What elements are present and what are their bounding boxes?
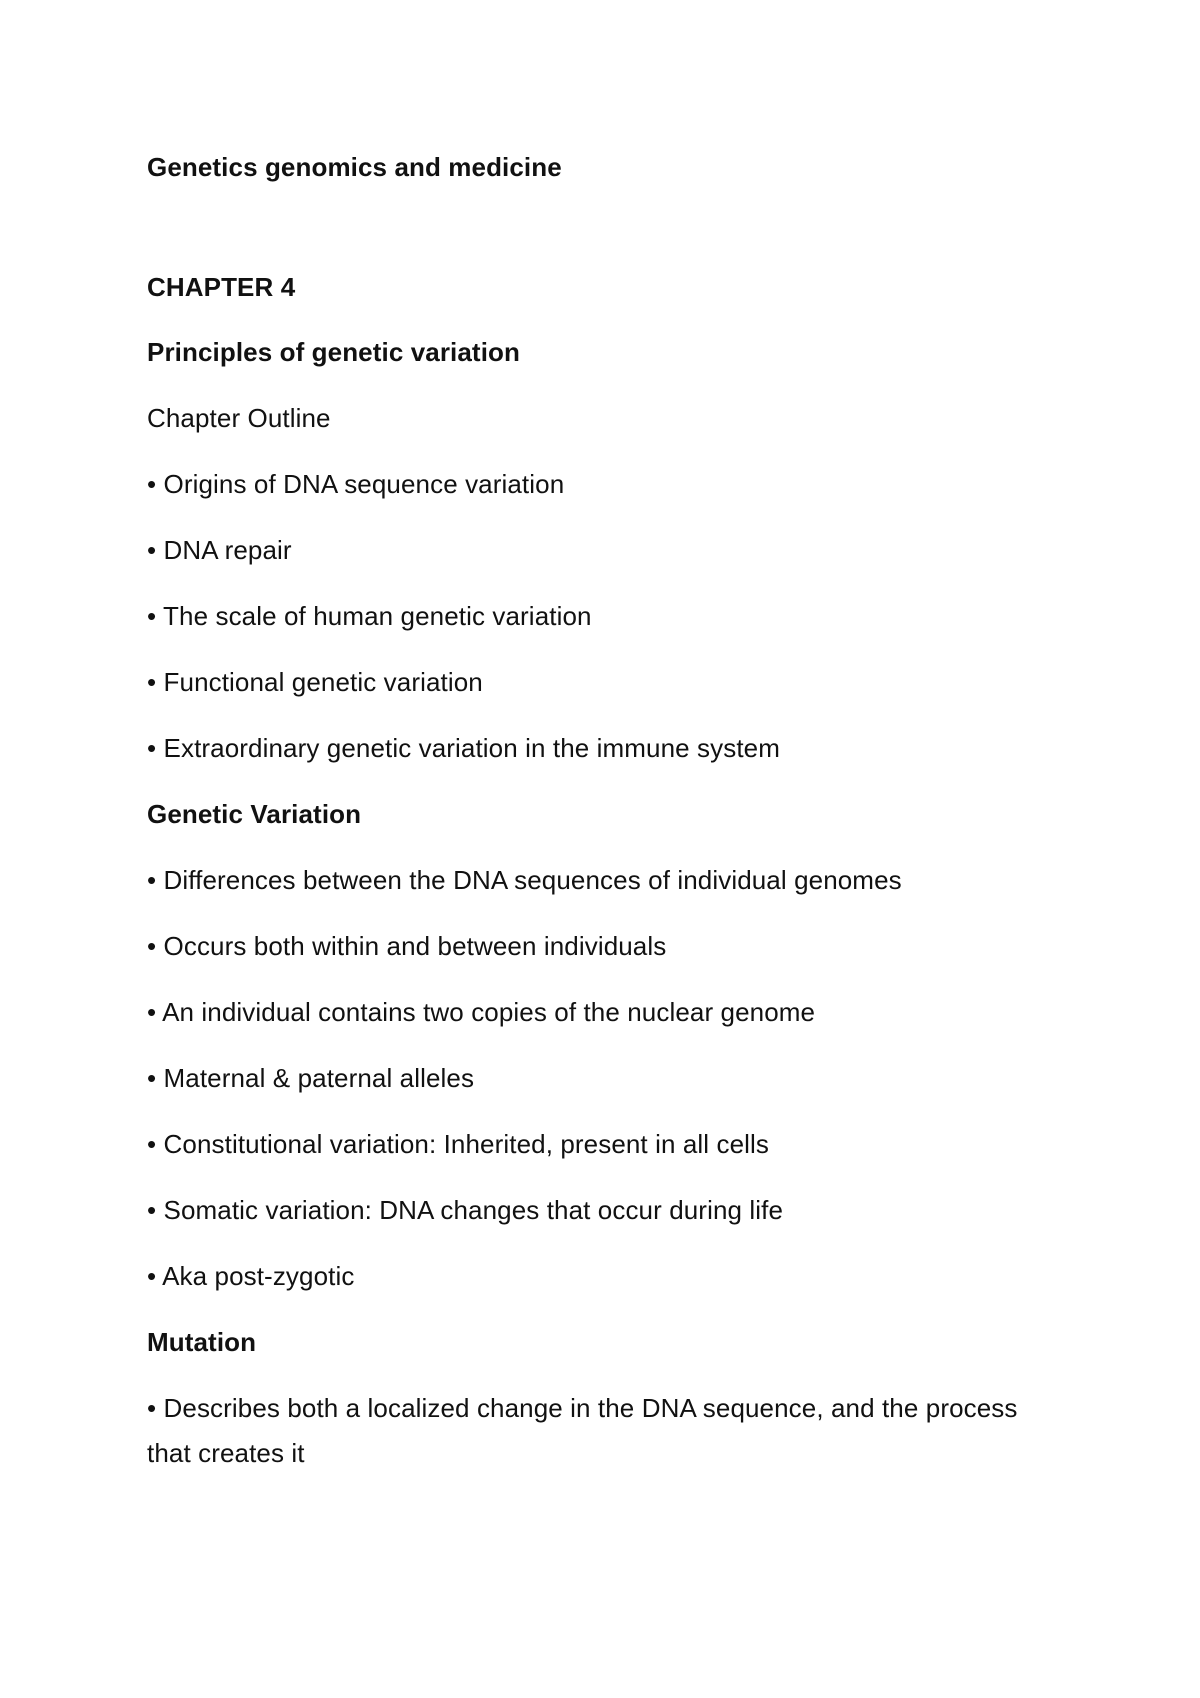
list-item: • Aka post-zygotic	[147, 1261, 355, 1291]
list-item: • An individual contains two copies of the nuclear genome	[147, 997, 816, 1027]
list-item: • Maternal & paternal alleles	[147, 1063, 475, 1093]
list-item: • Describes both a localized change in the DNA sequence, and the process that creates it	[147, 1393, 1018, 1468]
document-title: Genetics genomics and medicine	[147, 152, 562, 182]
outline-heading: Chapter Outline	[147, 403, 331, 433]
list-item: • Occurs both within and between individuals	[147, 931, 667, 961]
outline-item: • DNA repair	[147, 535, 292, 565]
list-item: • Differences between the DNA sequences of individual genomes	[147, 865, 902, 895]
outline-item: • The scale of human genetic variation	[147, 601, 592, 631]
outline-item: • Origins of DNA sequence variation	[147, 469, 565, 499]
section-heading-genetic-variation: Genetic Variation	[147, 799, 362, 829]
outline-item: • Extraordinary genetic variation in the immune system	[147, 733, 780, 763]
outline-item: • Functional genetic variation	[147, 667, 483, 697]
section-heading-mutation: Mutation	[147, 1327, 257, 1357]
list-item: • Somatic variation: DNA changes that occur during life	[147, 1195, 784, 1225]
chapter-number: CHAPTER 4	[147, 272, 296, 302]
list-item: • Constitutional variation: Inherited, present in all cells	[147, 1129, 769, 1159]
chapter-title: Principles of genetic variation	[147, 337, 520, 367]
